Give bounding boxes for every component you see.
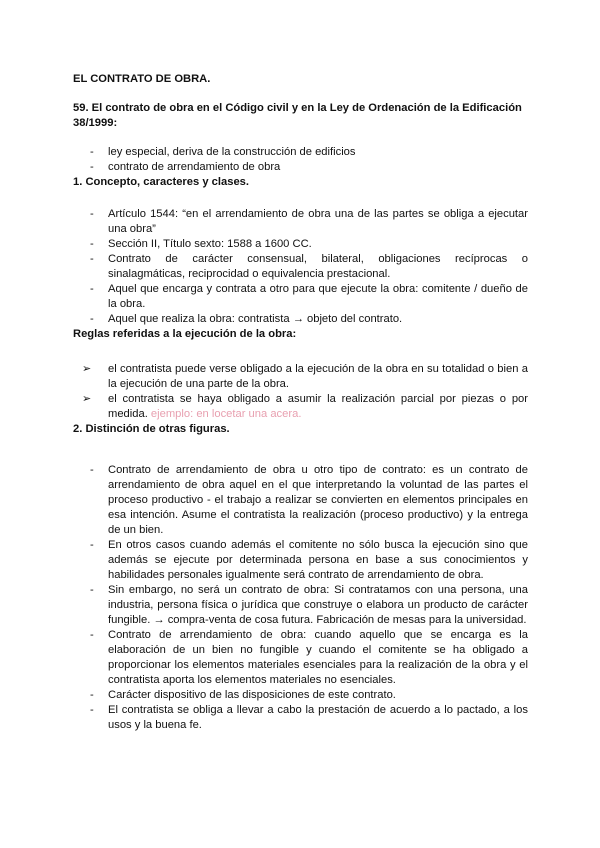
list-item: - Carácter dispositivo de las disposiciones de este contrato. [90,689,396,701]
list-item: - Sección II, Título sexto: 1588 a 1600 CC. [90,238,312,250]
reglas-heading: Reglas referidas a la ejecución de la obra: [73,328,297,340]
list-item: - El contratista se obliga a llevar a cabo la prestación de acuerdo a lo pactado, a los usos y la buena fe. [90,704,528,731]
dash-marker: - [90,146,94,158]
dash-marker: - [90,584,94,596]
example-note: ejemplo: en locetar una acera. [150,408,302,420]
reglas-list [73,362,528,422]
dash-marker: - [90,313,94,325]
document-page [73,72,528,733]
list-item: ➢ el contratista puede verse obligado a la ejecución de la obra en su totalidad o bien a la ejecución de una parte de la obra. [82,363,528,390]
section-1-list [73,207,528,327]
list-item: - Artículo 1544: “en el arrendamiento de obra una de las partes se obliga a ejecutar una obra” [90,208,528,235]
section-59-list [73,145,528,175]
section-1-heading: 1. Concepto, caracteres y clases. [73,176,249,188]
list-item: - ley especial, deriva de la construcción de edificios [90,146,356,158]
dash-marker: - [90,464,94,476]
list-item: - Aquel que encarga y contrata a otro para que ejecute la obra: comitente / dueño de la obra. [90,283,528,310]
dash-marker: - [90,161,94,173]
dash-marker: - [90,283,94,295]
dash-marker: - [90,208,94,220]
dash-marker: - [90,238,94,250]
list-item: - Sin embargo, no será un contrato de obra: Si contratamos con una persona, una industria, persona física o jurídica que construye o elabora un producto de carácter fungible. → compra-venta de cosa futura. Fabricación de mesas para la universidad. [90,584,528,626]
dash-marker: - [90,539,94,551]
section-2-list [73,463,528,733]
section-59-heading: 59. El contrato de obra en el Código civil y en la Ley de Ordenación de la Edificación 38/1999: [73,102,522,129]
list-item: - En otros casos cuando además el comitente no sólo busca la ejecución sino que además se ejecute por determinada persona en base a sus conocimientos y habilidades personales igualmente será contrato de arrendamiento de obra. [90,539,528,581]
dash-marker: - [90,253,94,265]
list-item: - Aquel que realiza la obra: contratista → objeto del contrato. [90,313,403,325]
list-item: - Contrato de arrendamiento de obra u otro tipo de contrato: es un contrato de arrendamiento de obra aquel en el que interpretando la voluntad de las partes el proceso productivo - el trabajo a realizar se convierten en elementos principales en esa intención. Asume el contratista la realización (proceso productivo) y la entrega de un bien. [90,464,528,536]
dash-marker: - [90,689,94,701]
list-item: ➢ el contratista se haya obligado a asumir la realización parcial por piezas o por medida. ejemplo: en locetar una acera. [82,393,528,420]
section-2-heading: 2. Distinción de otras figuras. [73,423,230,435]
list-item: - Contrato de carácter consensual, bilateral, obligaciones recíprocas o sinalagmáticas, reciprocidad o equivalencia prestacional. [90,253,528,280]
document-title: EL CONTRATO DE OBRA. [73,73,211,85]
dash-marker: - [90,629,94,641]
list-item: - Contrato de arrendamiento de obra: cuando aquello que se encarga es la elaboración de un bien no fungible y cuando el comitente se ha obligado a proporcionar los elementos materiales esenciales para la realización de la obra y el contratista aporta los elementos materiales no esenciales. [90,629,528,686]
arrow-bullet-icon: ➢ [82,393,92,405]
dash-marker: - [90,704,94,716]
arrow-bullet-icon: ➢ [82,363,92,375]
list-item: - contrato de arrendamiento de obra [90,161,281,173]
